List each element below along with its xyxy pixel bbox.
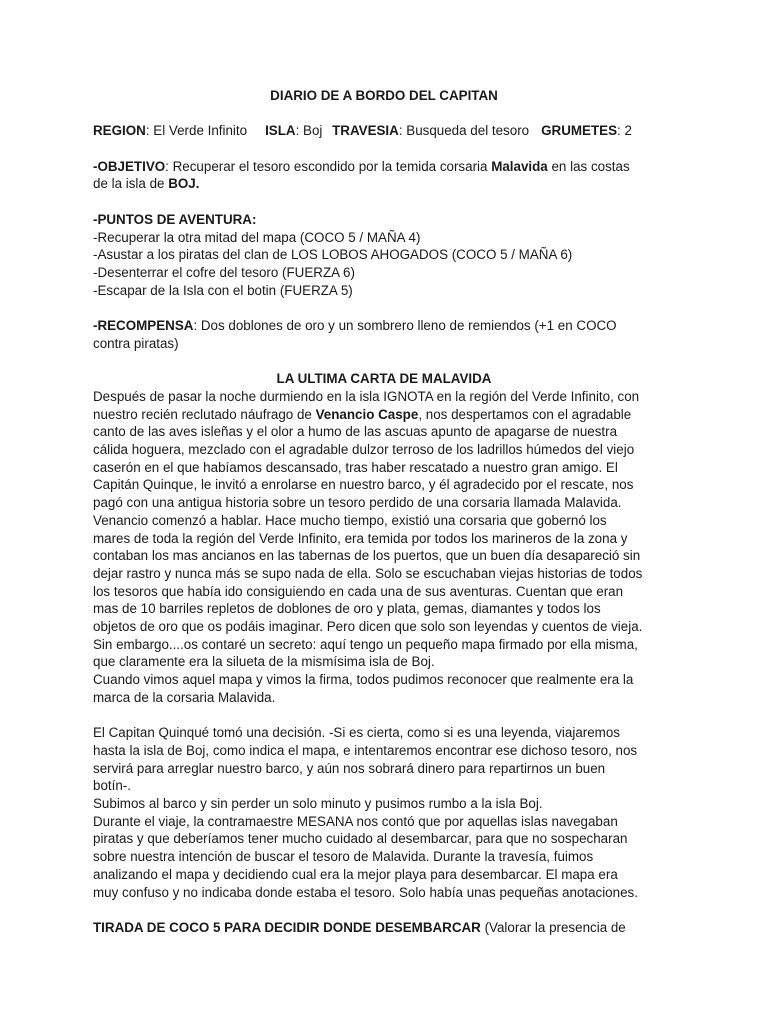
story-text: , nos despertamos con el agradable: [418, 406, 632, 422]
objetivo-label: -OBJETIVO: [93, 158, 166, 174]
story-text: nuestro recién reclutado náufrago de: [93, 406, 316, 422]
story-line: que claramente era la silueta de la mismísima isla de Boj.: [93, 654, 435, 670]
boj-name: BOJ.: [168, 176, 200, 192]
region-label: REGION: [93, 123, 146, 139]
story-line: cálida hoguera, mezclado con el agradable dulzor terroso de los ladrillos húmedos del viejo: [93, 441, 635, 457]
puntos-label: -PUNTOS DE AVENTURA:: [93, 211, 257, 227]
objetivo-text-2: de la isla de: [93, 176, 169, 192]
story-line: mas de 10 barriles repletos de doblones de oro y plata, gemas, diamantes y todos los: [93, 601, 601, 617]
story-line: contaban los mas ancianos en las tabernas de los puertos, que un buen día desapareció sin: [93, 548, 641, 564]
objetivo-line-2: [93, 175, 693, 193]
story-line: mares de toda la región del Verde Infinito, era temida por todos los marineros de la zona y: [93, 530, 628, 546]
story-line: canto de las aves isleñas y el olor a humo de las ascuas apunto de apagarse de nuestra: [93, 424, 618, 440]
puntos-item: -Desenterrar el cofre del tesoro (FUERZA 6): [93, 264, 355, 280]
tirada-label: TIRADA DE COCO 5 PARA DECIDIR DONDE DESEMBARCAR: [93, 919, 481, 935]
story-heading: LA ULTIMA CARTA DE MALAVIDA: [276, 371, 492, 387]
region-value: : El Verde Infinito: [145, 123, 248, 139]
story-line: piratas y que deberíamos tener mucho cuidado al desembarcar, para que no sospecharan: [93, 831, 628, 847]
malavida-name: Malavida: [491, 158, 548, 174]
story-line: Durante el viaje, la contramaestre MESANA nos contó que por aquellas islas navegaban: [93, 813, 618, 829]
story-line: El Capitan Quinqué tomó una decisión. -Si es cierta, como si es una leyenda, viajaremos: [93, 725, 620, 741]
puntos-item: -Escapar de la Isla con el botin (FUERZA 5): [93, 282, 353, 298]
recompensa-line-1: [93, 317, 693, 335]
travesia-value: : Busqueda del tesoro: [398, 123, 530, 139]
puntos-heading: [93, 211, 693, 229]
story-line: Después de pasar la noche durmiendo en la isla IGNOTA en la región del Verde Infinito, con: [93, 388, 640, 404]
story-line: marca de la corsaria Malavida.: [93, 689, 276, 705]
story-line: caserón en el que habíamos descansado, tras haber rescatado a nuestro gran amigo. El: [93, 459, 618, 475]
objetivo-line-1: [93, 158, 693, 176]
story-line: [93, 406, 693, 424]
story-line: muy confuso y no indicaba donde estaba el tesoro. Solo había unas pequeñas anotaciones.: [93, 884, 638, 900]
story-line: dejar rastro y nunca más se supo nada de ella. Solo se escuchaban viejas historias de todos: [93, 565, 643, 581]
story-line: Subimos al barco y sin perder un solo minuto y pusimos rumbo a la isla Boj.: [93, 796, 543, 812]
puntos-item: -Asustar a los piratas del clan de LOS LOBOS AHOGADOS (COCO 5 / MAÑA 6): [93, 247, 573, 263]
grumetes-value: : 2: [617, 123, 632, 139]
story-line: los tesoros que había ido consiguiendo en cada una de sus aventuras. Cuentan que eran: [93, 583, 624, 599]
story-line: Cuando vimos aquel mapa y vimos la firma, todos pudimos reconocer que realmente era la: [93, 672, 634, 688]
document-title: DIARIO DE A BORDO DEL CAPITAN: [270, 88, 498, 103]
venancio-name: Venancio Caspe: [315, 406, 419, 422]
travesia-label: TRAVESIA: [332, 123, 399, 139]
recompensa-label: -RECOMPENSA: [93, 318, 194, 334]
meta-line: [93, 122, 693, 140]
story-line: analizando el mapa y decidiendo cual era la mejor playa para desembarcar. El mapa era: [93, 866, 618, 882]
story-line: sobre nuestra intención de buscar el tesoro de Malavida. Durante la travesía, fuimos: [93, 849, 594, 865]
recompensa-text: : Dos doblones de oro y un sombrero lleno de remiendos (+1 en COCO: [193, 318, 617, 334]
story-line: objetos de oro que os podáis imaginar. Pero dicen que solo son leyendas y cuentos de vieja.: [93, 619, 643, 635]
recompensa-line-2: contra piratas): [93, 335, 179, 351]
tirada-line: [93, 919, 693, 937]
story-line: hasta la isla de Boj, como indica el mapa, e intentaremos encontrar ese dichoso tesoro, nos: [93, 742, 638, 758]
story-line: Venancio comenzó a hablar. Hace mucho tiempo, existió una corsaria que gobernó los: [93, 512, 607, 528]
story-line: pagó con una antigua historia sobre un tesoro perdido de una corsaria llamada Malavida.: [93, 495, 622, 511]
story-line: Capitán Quinque, le invitó a enrolarse en nuestro barco, y él agradecido por el rescate, nos: [93, 477, 634, 493]
grumetes-label: GRUMETES: [541, 123, 617, 139]
isla-value: : Boj: [295, 123, 323, 139]
objetivo-text: : Recuperar el tesoro escondido por la temida corsaria: [165, 158, 492, 174]
document-body: [93, 87, 693, 937]
story-line: Sin embargo....os contaré un secreto: aquí tengo un pequeño mapa firmado por ella misma,: [93, 636, 638, 652]
story-line: botín-.: [93, 778, 131, 794]
isla-label: ISLA: [265, 123, 296, 139]
objetivo-text-tail: en las costas: [547, 158, 630, 174]
tirada-text: (Valorar la presencia de: [480, 919, 626, 935]
story-line: servirá para arreglar nuestro barco, y aún nos sobrará dinero para repartirnos un buen: [93, 760, 606, 776]
puntos-item: -Recuperar la otra mitad del mapa (COCO 5 / MAÑA 4): [93, 229, 421, 245]
